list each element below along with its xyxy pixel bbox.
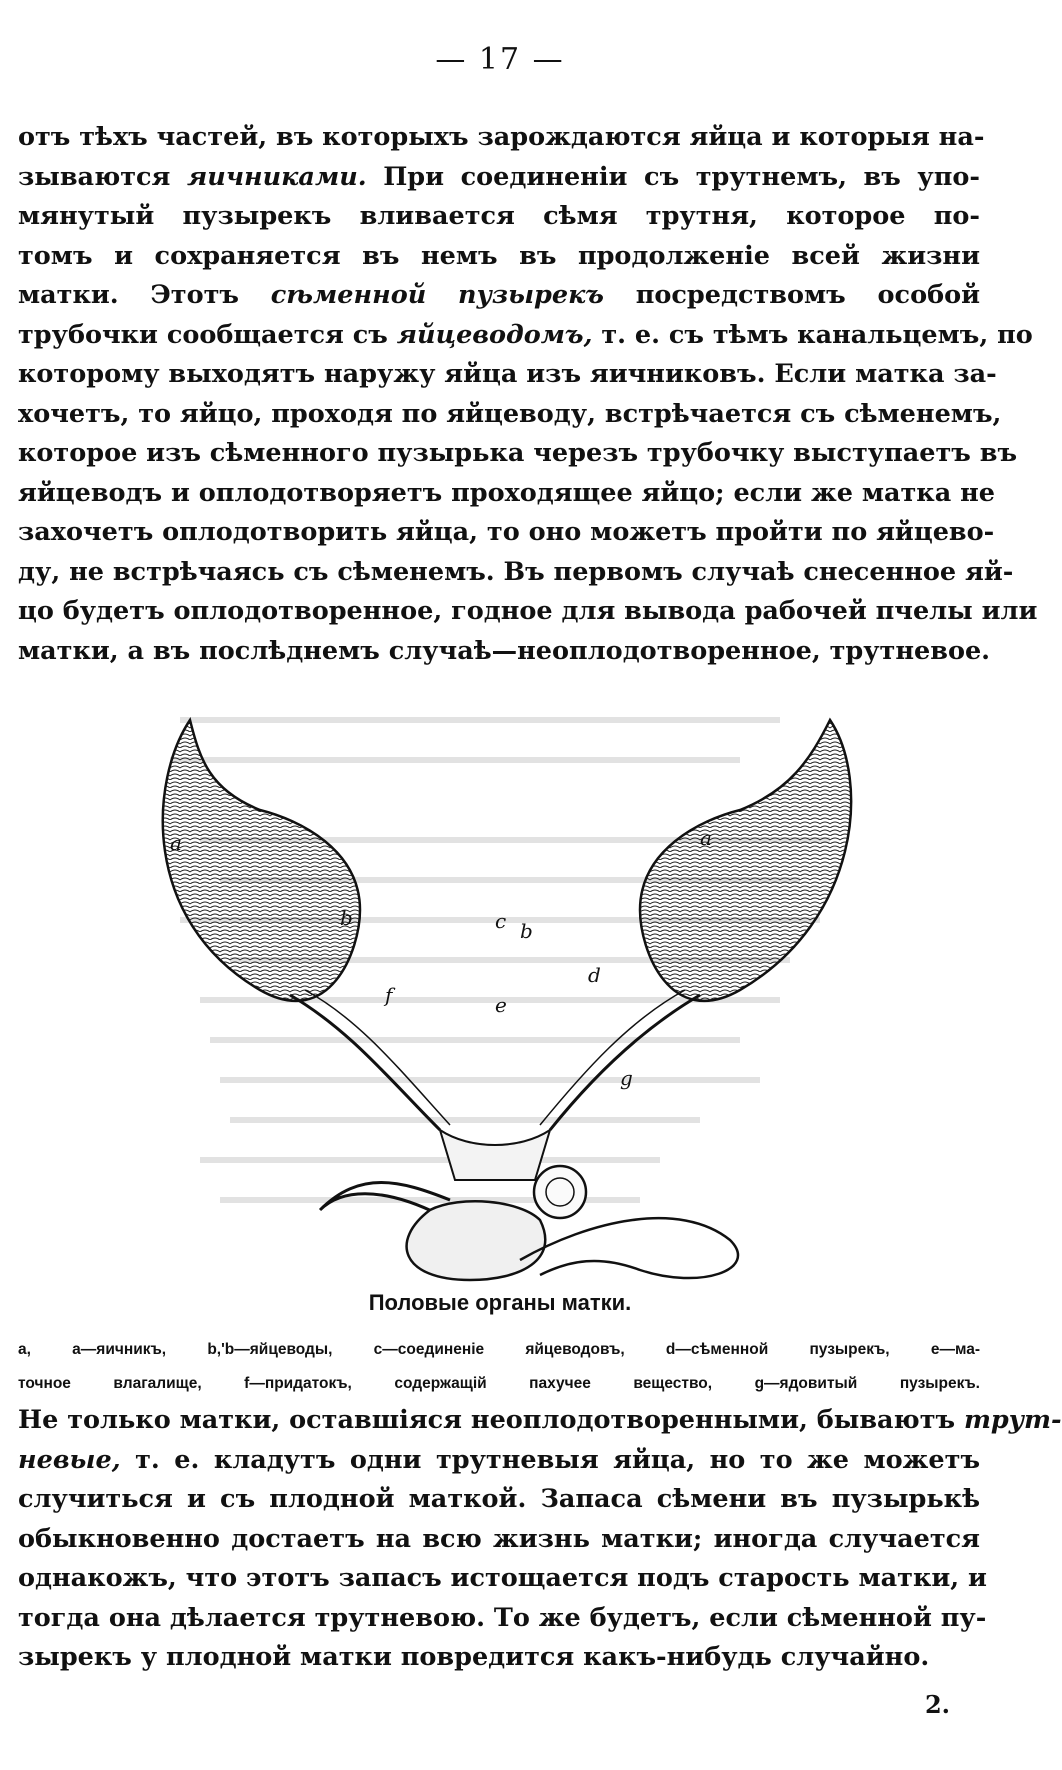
text-line: яйцеводъ и оплодотворяетъ проходящее яйцо; если же матка не — [18, 477, 995, 508]
figure-legend — [18, 1333, 980, 1401]
legend-line: a, a—яичникъ, b,'b—яйцеводы, c—соединеніе яйцеводовъ, d—сѣменной пузырекъ, e—ма- — [18, 1341, 980, 1358]
figure-label-f: f — [385, 983, 393, 1007]
emphasis-term: сѣменной пузырекъ — [270, 280, 604, 310]
top-paragraph — [18, 118, 1038, 671]
legend-line: точное влагалище, f—придатокъ, содержащій пахучее вещество, g—ядовитый пузырекъ. — [18, 1375, 980, 1392]
text-line — [18, 1401, 1062, 1441]
text-line: томъ и сохраняется въ немъ въ продолженіе всей жизни — [18, 240, 980, 271]
text-span: т. е. съ тѣмъ канальцемъ, по — [592, 319, 1033, 350]
text-line — [18, 276, 980, 316]
figure-label-c: c — [495, 909, 507, 933]
figure-label-d: d — [588, 963, 601, 987]
text-line: тогда она дѣлается трутневою. То же будетъ, если сѣменной пу- — [18, 1602, 987, 1633]
text-line: цо будетъ оплодотворенное, годное для вывода рабочей пчелы или — [18, 596, 1038, 626]
oviduct-left-inner — [305, 990, 450, 1125]
figure-label-b-right: b — [520, 919, 533, 943]
text-line: матки, а въ послѣднемъ случаѣ—неоплодотворенное, трутневое. — [18, 635, 991, 666]
text-line: ду, не встрѣчаясь съ сѣменемъ. Въ первомъ случаѣ снесенное яй- — [18, 556, 1014, 587]
text-line: обыкновенно достаетъ на всю жизнь матки; иногда случается — [18, 1523, 980, 1554]
text-line: которому выходятъ наружу яйца изъ яичниковъ. Если матка за- — [18, 359, 997, 389]
text-span: матки. Этотъ — [18, 280, 271, 310]
text-line — [18, 158, 980, 198]
page-number: — 17 — — [435, 42, 565, 77]
emphasis-term: невые, — [18, 1444, 121, 1475]
venom-sac — [520, 1218, 738, 1278]
text-span: зываются — [18, 161, 187, 192]
text-line: отъ тѣхъ частей, въ которыхъ зарождаются яйца и которыя на- — [18, 122, 985, 152]
emphasis-term: яичниками. — [186, 161, 367, 192]
figure-label-g: g — [620, 1066, 633, 1090]
signature-mark: 2. — [924, 1690, 950, 1719]
text-line — [18, 1441, 980, 1481]
text-line: случиться и съ плодной маткой. Запаса сѣмени въ пузырькѣ — [18, 1484, 980, 1514]
spermatheca — [534, 1166, 586, 1218]
figure-label-e: e — [495, 993, 507, 1017]
vagina — [407, 1201, 546, 1280]
text-span: трубочки сообщается съ — [18, 319, 397, 350]
emphasis-term: трут- — [963, 1405, 1062, 1435]
figure-illustration — [140, 700, 860, 1280]
figure-label-a-left: a — [170, 831, 182, 855]
oviduct-left — [290, 995, 440, 1130]
text-span: т. е. кладутъ одни трутневыя яйца, но то же можетъ — [120, 1444, 980, 1475]
bottom-paragraph — [18, 1401, 1062, 1678]
text-line: мянутый пузырекъ вливается сѣмя трутня, которое по- — [18, 201, 980, 231]
text-line: зырекъ у плодной матки повредится какъ-нибудь случайно. — [18, 1642, 930, 1672]
text-line — [18, 316, 1033, 356]
oviduct-right — [550, 995, 700, 1130]
text-line: захочетъ оплодотворить яйца, то оно можетъ пройти по яйцево- — [18, 517, 995, 547]
text-line: хочетъ, то яйцо, проходя по яйцеводу, встрѣчается съ сѣменемъ, — [18, 398, 1002, 429]
text-span: При соединеніи съ трутнемъ, въ упо- — [366, 161, 980, 192]
text-line: однакожъ, что этотъ запасъ истощается подъ старость матки, и — [18, 1563, 987, 1593]
text-line: которое изъ сѣменного пузырька черезъ трубочку выступаетъ въ — [18, 438, 1018, 468]
figure-label-a-right: a — [700, 826, 712, 850]
figure-label-b-left: b — [340, 906, 353, 930]
oviduct-right-inner — [540, 990, 685, 1125]
queen-reproductive-organs-illustration — [140, 700, 860, 1280]
text-span: Не только матки, оставшіяся неоплодотворенными, бываютъ — [18, 1405, 964, 1435]
common-oviduct — [440, 1130, 550, 1180]
emphasis-term: яйцеводомъ, — [396, 319, 593, 350]
text-span: посредствомъ особой — [603, 280, 981, 310]
figure-caption-title: Половые органы матки. — [368, 1290, 632, 1315]
